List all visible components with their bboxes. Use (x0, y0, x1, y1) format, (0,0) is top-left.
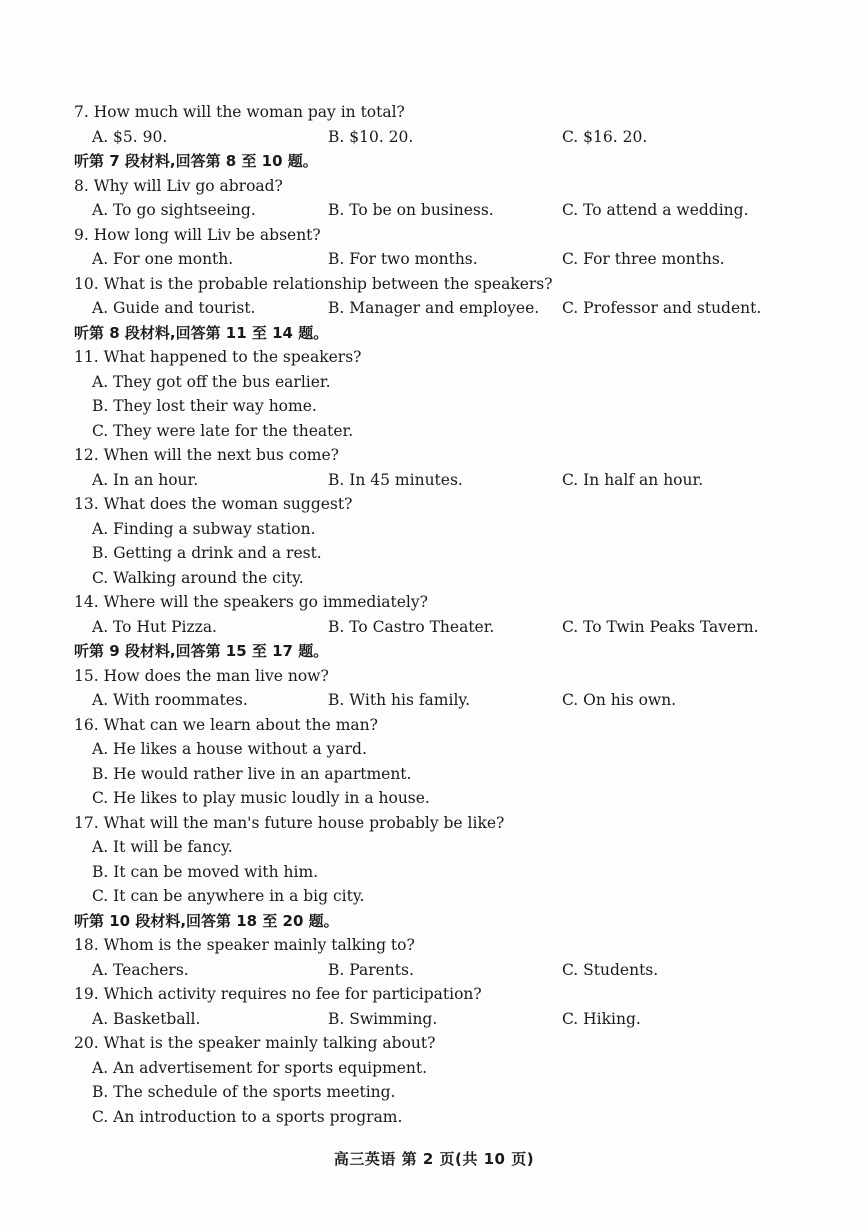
question-18: 18. Whom is the speaker mainly talking to? (74, 936, 415, 954)
question-16: 16. What can we learn about the man? (74, 715, 378, 734)
option-b: B. They lost their way home. (92, 397, 317, 415)
option-a: A. $5. 90. (92, 127, 168, 146)
question-18-options (74, 958, 794, 983)
option-c: C. To attend a wedding. (562, 201, 749, 219)
question-11: 11. What happened to the speakers? (74, 348, 362, 366)
option-c: C. For three months. (562, 250, 725, 268)
question-19-options (74, 1007, 794, 1032)
option-c: C. They were late for the theater. (92, 421, 354, 440)
option-a: A. For one month. (92, 250, 234, 268)
question-17: 17. What will the man's future house probably be like? (74, 813, 505, 832)
option-b: B. Getting a drink and a rest. (92, 544, 322, 562)
question-10: 10. What is the probable relationship between the speakers? (74, 274, 553, 293)
question-12-options (74, 468, 794, 493)
question-19: 19. Which activity requires no fee for participation? (74, 985, 482, 1003)
section-heading-8: 听第 8 段材料,回答第 11 至 14 题。 (74, 323, 329, 342)
question-15-options (74, 688, 794, 713)
question-7-options (74, 125, 794, 150)
option-a: A. Finding a subway station. (92, 519, 316, 538)
section-heading-7: 听第 7 段材料,回答第 8 至 10 题。 (74, 152, 318, 170)
option-c: C. Hiking. (562, 1009, 641, 1028)
option-b: B. In 45 minutes. (328, 470, 463, 489)
question-7: 7. How much will the woman pay in total? (74, 103, 405, 121)
page-footer: 高三英语 第 2 页(共 10 页) (333, 1150, 535, 1168)
question-8-options (74, 198, 794, 223)
option-b: B. Swimming. (328, 1009, 438, 1028)
option-c: C. Walking around the city. (92, 568, 304, 587)
section-heading-9: 听第 9 段材料,回答第 15 至 17 题。 (74, 642, 329, 660)
option-c: C. Students. (562, 960, 659, 979)
option-c: C. An introduction to a sports program. (92, 1107, 403, 1126)
option-a: A. Guide and tourist. (92, 299, 256, 317)
option-c: C. To Twin Peaks Tavern. (562, 617, 759, 636)
option-b: B. Parents. (328, 960, 414, 979)
question-9: 9. How long will Liv be absent? (74, 225, 321, 244)
option-c: C. $16. 20. (562, 127, 648, 146)
option-b: B. For two months. (328, 250, 478, 268)
question-14-options (74, 615, 794, 640)
question-10-options (74, 296, 794, 321)
option-a: A. Teachers. (92, 960, 189, 979)
option-b: B. Manager and employee. (328, 299, 540, 317)
question-9-options (74, 247, 794, 272)
question-20: 20. What is the speaker mainly talking about? (74, 1034, 436, 1052)
option-a: A. To go sightseeing. (92, 201, 256, 219)
option-c: C. On his own. (562, 691, 677, 709)
option-b: B. He would rather live in an apartment. (92, 764, 412, 783)
option-a: A. To Hut Pizza. (92, 617, 217, 636)
option-c: C. He likes to play music loudly in a house. (92, 789, 430, 807)
option-b: B. To be on business. (328, 201, 494, 219)
option-c: C. It can be anywhere in a big city. (92, 887, 365, 905)
option-c: C. Professor and student. (562, 299, 762, 317)
question-13: 13. What does the woman suggest? (74, 495, 353, 513)
option-a: A. He likes a house without a yard. (92, 740, 367, 758)
option-a: A. It will be fancy. (92, 838, 233, 856)
option-c: C. In half an hour. (562, 470, 704, 489)
option-a: A. They got off the bus earlier. (92, 372, 331, 391)
option-b: B. $10. 20. (328, 127, 414, 146)
question-12: 12. When will the next bus come? (74, 446, 339, 464)
question-list (74, 100, 794, 1129)
question-14: 14. Where will the speakers go immediately? (74, 593, 428, 611)
question-8: 8. Why will Liv go abroad? (74, 176, 283, 195)
section-heading-10: 听第 10 段材料,回答第 18 至 20 题。 (74, 911, 339, 930)
option-a: A. With roommates. (92, 691, 248, 709)
option-a: A. An advertisement for sports equipment. (92, 1058, 428, 1077)
question-15: 15. How does the man live now? (74, 666, 329, 685)
option-b: B. It can be moved with him. (92, 862, 319, 881)
option-b: B. To Castro Theater. (328, 617, 495, 636)
option-a: A. Basketball. (92, 1009, 201, 1028)
option-b: B. The schedule of the sports meeting. (92, 1083, 396, 1101)
option-a: A. In an hour. (92, 470, 199, 489)
option-b: B. With his family. (328, 691, 471, 709)
